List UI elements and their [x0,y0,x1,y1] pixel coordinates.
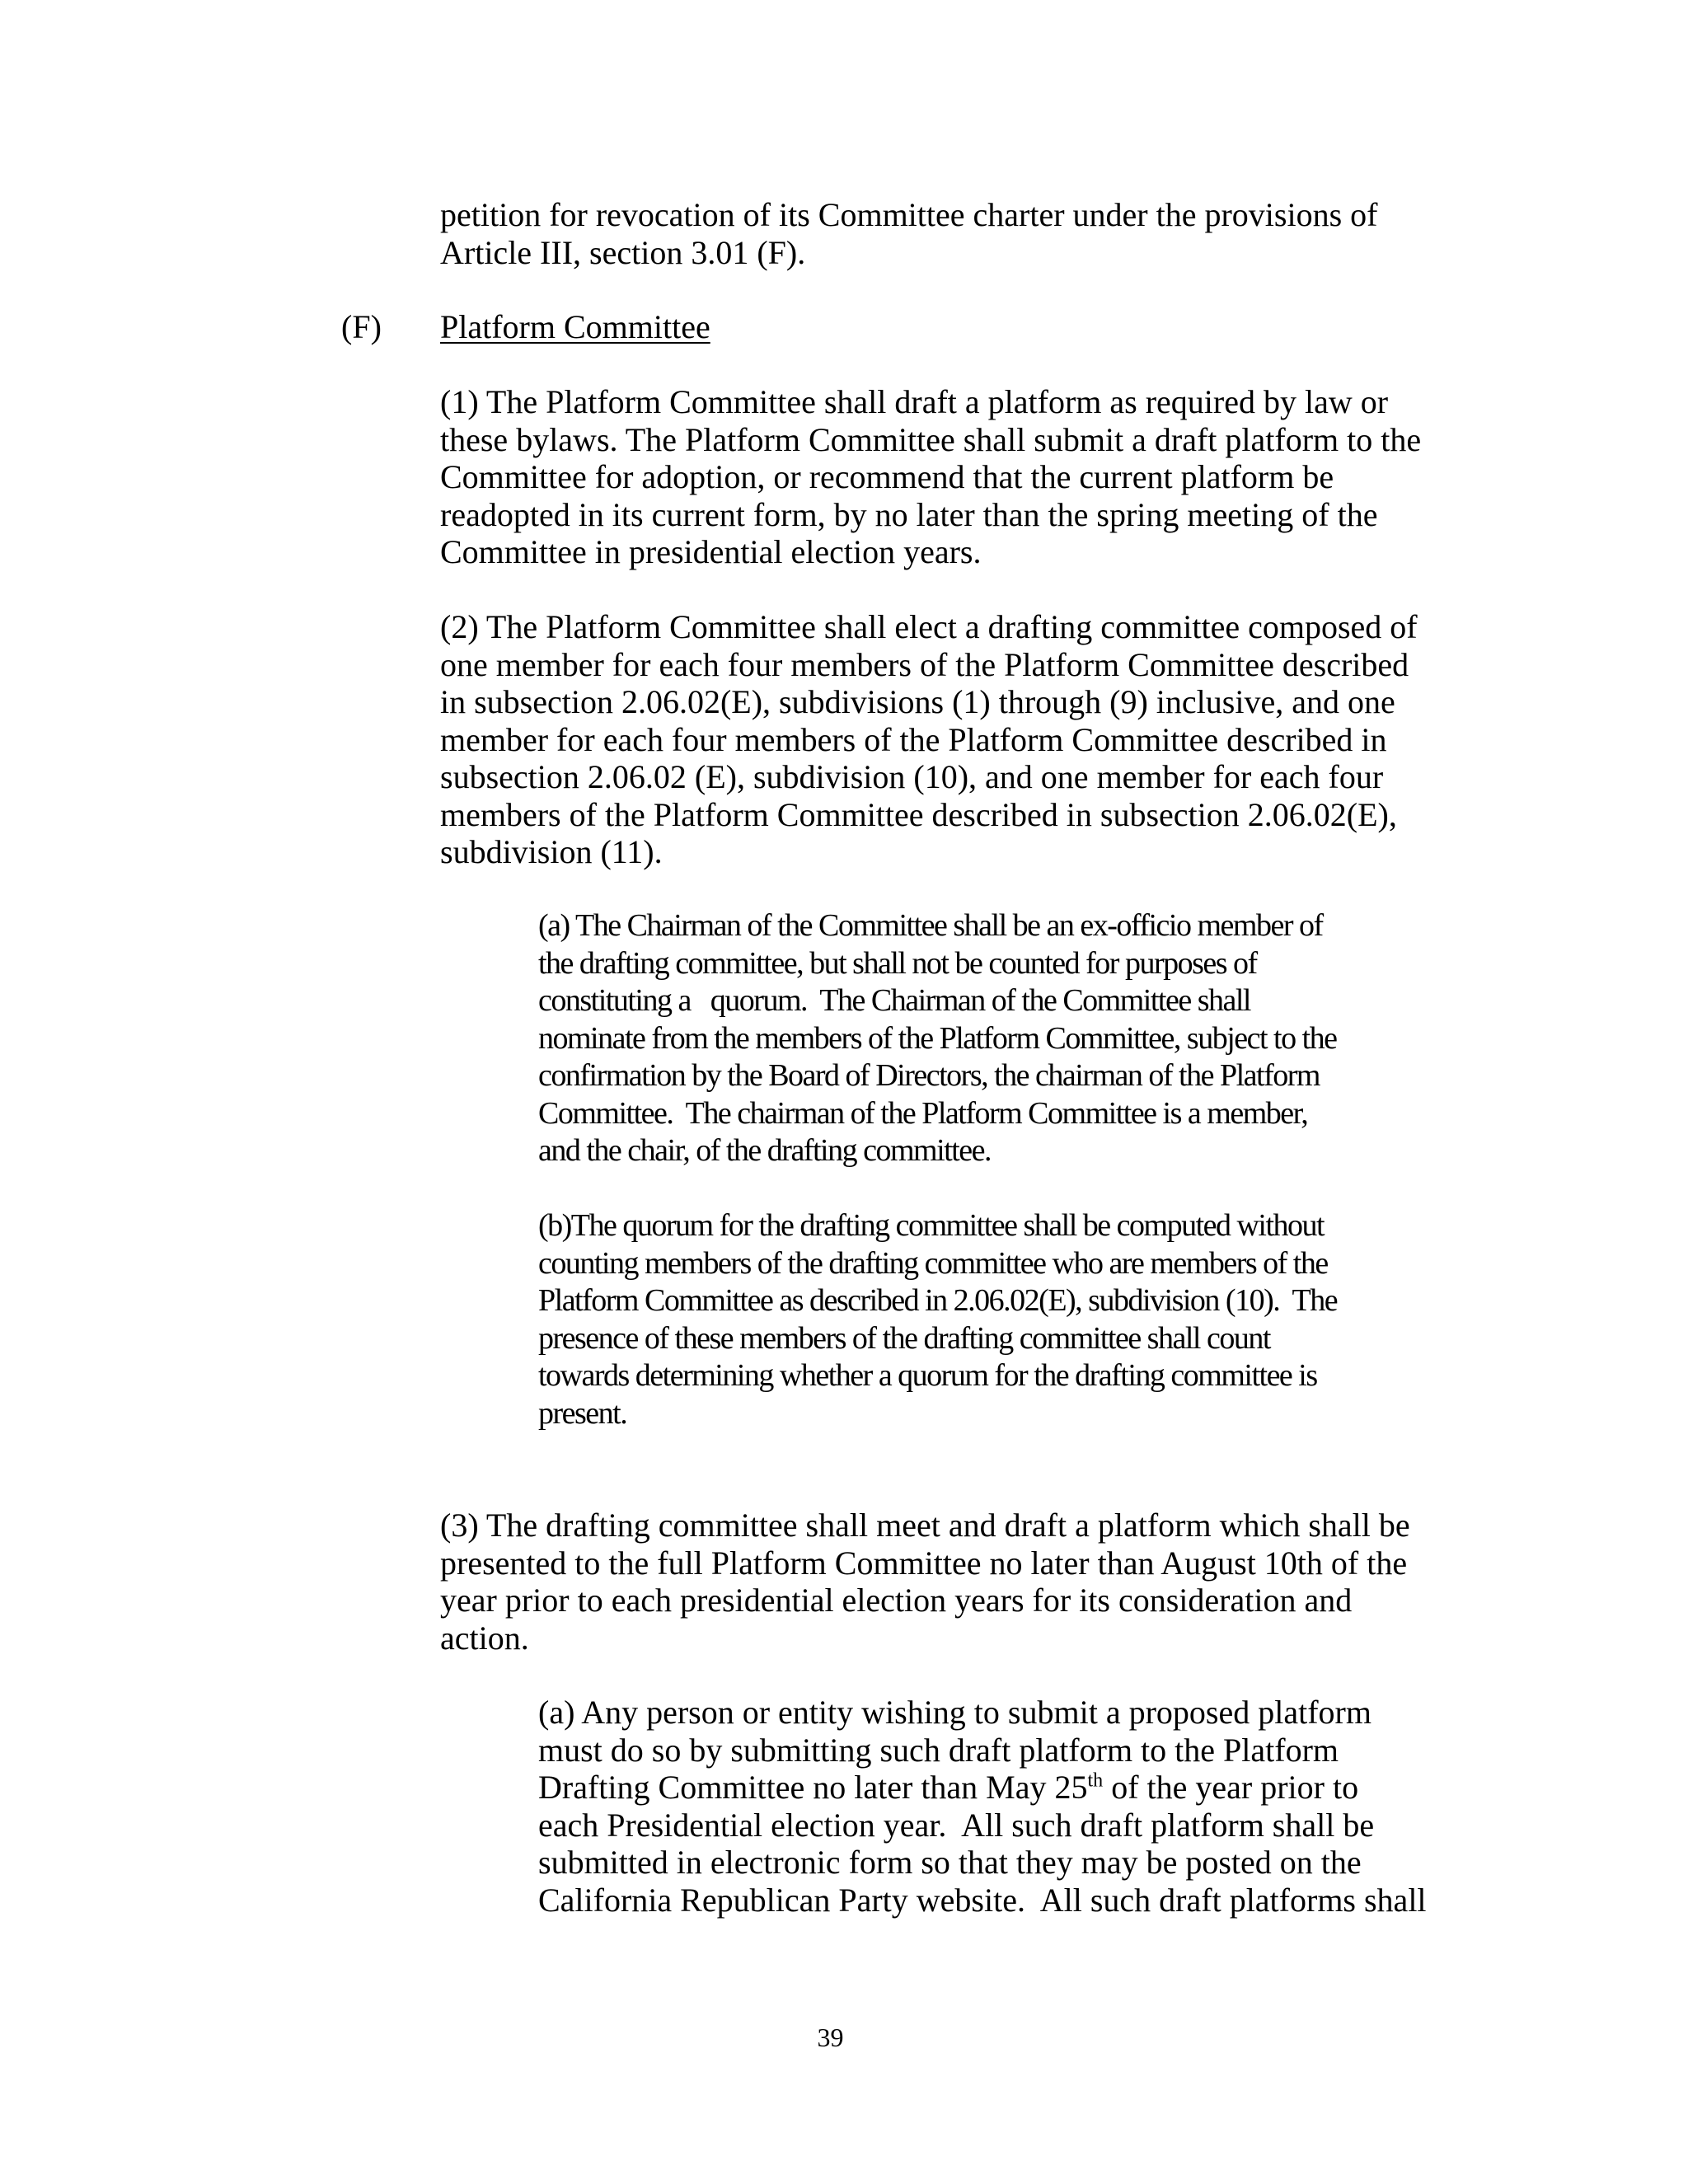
paragraph-3a [538,1694,1427,1919]
text-line: California Republican Party website. All such draft platforms shall [538,1881,1427,1919]
text-line: must do so by submitting such draft platform to the Platform [538,1731,1339,1769]
ordinal-superscript: th [1087,1769,1104,1792]
text-line: confirmation by the Board of Directors, the chairman of the Platform [538,1058,1320,1093]
paragraph-1 [440,383,1421,571]
text-line: presented to the full Platform Committee no later than August 10th of the [440,1544,1408,1582]
paragraph-2a [538,907,1337,1170]
text-line: submitted in electronic form so that they may be posted on the [538,1844,1362,1881]
text-line: (a) Any person or entity wishing to submit a proposed platform [538,1694,1372,1731]
text-line-with-superscript [538,1769,1427,1807]
text-line: presence of these members of the drafting committee shall count [538,1320,1270,1356]
text-fragment: Drafting Committee no later than May 25 [538,1769,1088,1806]
continuation-paragraph [440,196,1377,271]
text-line: in subsection 2.06.02(E), subdivisions (1) through (9) inclusive, and one [440,683,1395,720]
text-line: Committee. The chairman of the Platform Committee is a member, [538,1095,1308,1131]
page-number: 39 [817,2022,844,2052]
text-line: petition for revocation of its Committee charter under the provisions of [440,196,1378,233]
text-line: one member for each four members of the Platform Committee described [440,645,1409,683]
paragraph-2 [440,608,1418,871]
paragraph-2b [538,1207,1337,1432]
text-line: each Presidential election year. All such draft platform shall be [538,1806,1375,1844]
text-line: members of the Platform Committee described in subsection 2.06.02(E), [440,795,1397,833]
text-line: and the chair, of the drafting committee. [538,1133,991,1168]
section-title: Platform Committee [440,308,710,345]
text-line: these bylaws. The Platform Committee shall submit a draft platform to the [440,420,1422,458]
text-line: (b)The quorum for the drafting committee shall be computed without [538,1208,1325,1243]
text-line: (a) The Chairman of the Committee shall be an ex-officio member of [538,908,1323,943]
text-line: present. [538,1395,627,1431]
text-line: nominate from the members of the Platform Committee, subject to the [538,1020,1337,1056]
section-label: (F) [341,308,382,345]
text-line: subdivision (11). [440,833,663,870]
text-line: (2) The Platform Committee shall elect a drafting committee composed of [440,608,1418,645]
text-line: action. [440,1619,529,1657]
paragraph-3 [440,1507,1410,1657]
text-line: year prior to each presidential election years for its consideration and [440,1582,1353,1619]
text-line: Platform Committee as described in 2.06.02(E), subdivision (10). The [538,1283,1338,1318]
text-line: subsection 2.06.02 (E), subdivision (10), and one member for each four [440,758,1384,795]
text-line: member for each four members of the Platform Committee described in [440,720,1387,758]
text-line: Committee for adoption, or recommend that the current platform be [440,458,1334,495]
text-line: constituting a quorum. The Chairman of the Committee shall [538,983,1250,1018]
text-line: the drafting committee, but shall not be counted for purposes of [538,945,1257,981]
text-line: Committee in presidential election years. [440,533,982,570]
text-line: readopted in its current form, by no later than the spring meeting of the [440,495,1378,533]
text-line: (3) The drafting committee shall meet and draft a platform which shall be [440,1507,1410,1544]
text-line: towards determining whether a quorum for the drafting committee is [538,1358,1317,1393]
text-line: (1) The Platform Committee shall draft a platform as required by law or [440,383,1389,420]
text-line: counting members of the drafting committee who are members of the [538,1245,1328,1281]
text-fragment: of the year prior to [1103,1769,1359,1806]
text-line: Article III, section 3.01 (F). [440,233,806,271]
